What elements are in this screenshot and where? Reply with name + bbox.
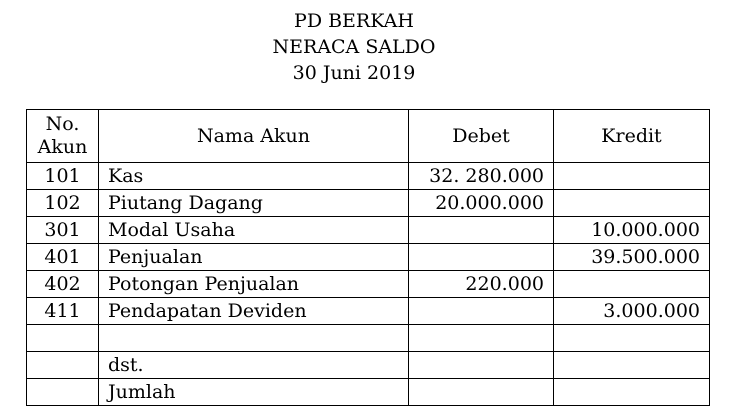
- cell-account-no: 102: [27, 190, 99, 217]
- cell-account-no: [27, 379, 99, 406]
- cell-kredit: 3.000.000: [554, 298, 710, 325]
- cell-debet: [409, 217, 554, 244]
- cell-account-no: 402: [27, 271, 99, 298]
- trial-balance-table: [26, 109, 710, 406]
- cell-account-name: Pendapatan Deviden: [99, 298, 409, 325]
- company-name: PD BERKAH: [294, 10, 414, 32]
- cell-account-name: Piutang Dagang: [99, 190, 409, 217]
- cell-debet: [409, 244, 554, 271]
- table-row: [27, 190, 710, 217]
- table-row: [27, 271, 710, 298]
- cell-debet: [409, 298, 554, 325]
- cell-account-name: Kas: [99, 163, 409, 190]
- column-header-account-name: Nama Akun: [99, 110, 409, 163]
- cell-debet: 20.000.000: [409, 190, 554, 217]
- table-row: [27, 244, 710, 271]
- cell-debet: [409, 379, 554, 406]
- cell-kredit: [554, 379, 710, 406]
- cell-account-name: Modal Usaha: [99, 217, 409, 244]
- column-header-kredit: Kredit: [554, 110, 710, 163]
- table-row: [27, 217, 710, 244]
- cell-kredit: 10.000.000: [554, 217, 710, 244]
- cell-kredit: [554, 190, 710, 217]
- cell-account-no: [27, 352, 99, 379]
- cell-account-no: 401: [27, 244, 99, 271]
- cell-account-name: Jumlah: [99, 379, 409, 406]
- cell-debet: [409, 325, 554, 352]
- table-row: [27, 379, 710, 406]
- cell-kredit: 39.500.000: [554, 244, 710, 271]
- column-header-debet: Debet: [409, 110, 554, 163]
- cell-kredit: [554, 325, 710, 352]
- cell-account-no: 301: [27, 217, 99, 244]
- report-header: [0, 8, 708, 86]
- report-title: NERACA SALDO: [272, 36, 436, 58]
- table-row: [27, 298, 710, 325]
- table-row: [27, 352, 710, 379]
- table-row: [27, 325, 710, 352]
- cell-account-name: Penjualan: [99, 244, 409, 271]
- cell-account-name: Potongan Penjualan: [99, 271, 409, 298]
- cell-debet: 32. 280.000: [409, 163, 554, 190]
- table-row: [27, 163, 710, 190]
- cell-account-no: 101: [27, 163, 99, 190]
- column-header-account-no-label: No. Akun: [37, 113, 88, 158]
- cell-debet: [409, 352, 554, 379]
- cell-account-no: 411: [27, 298, 99, 325]
- cell-kredit: [554, 163, 710, 190]
- cell-account-name: [99, 325, 409, 352]
- cell-kredit: [554, 352, 710, 379]
- cell-debet: 220.000: [409, 271, 554, 298]
- column-header-account-no: [27, 110, 99, 163]
- cell-account-name: dst.: [99, 352, 409, 379]
- cell-kredit: [554, 271, 710, 298]
- report-date: 30 Juni 2019: [292, 62, 416, 84]
- table-header-row: [27, 110, 710, 163]
- cell-account-no: [27, 325, 99, 352]
